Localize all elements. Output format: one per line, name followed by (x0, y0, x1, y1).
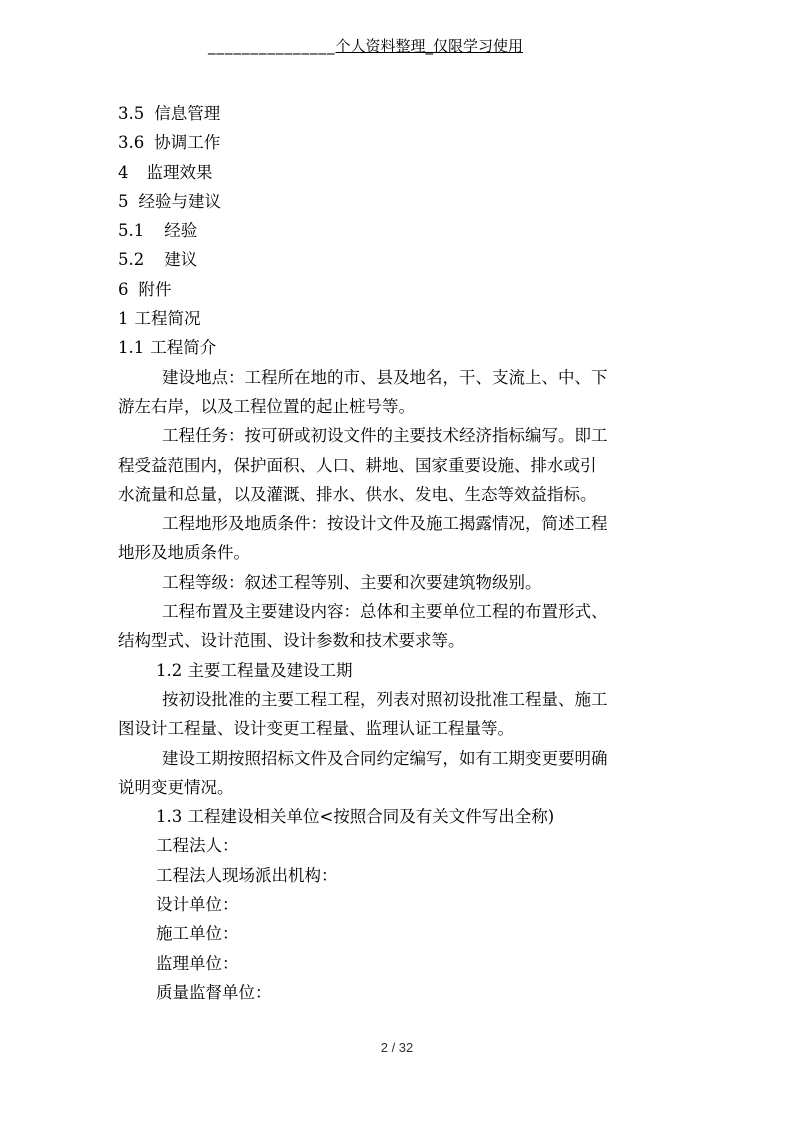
paragraph-line: 水流量和总量，以及灌溉、排水、供水、发电、生态等效益指标。 (118, 484, 597, 504)
header-rule: _______________ (208, 37, 336, 55)
paragraph-line: 图设计工程量、设计变更工程量、监理认证工程量等。 (118, 719, 514, 739)
page-header (208, 36, 588, 60)
paragraph-line: 结构型式、设计范围、设计参数和技术要求等。 (118, 631, 465, 651)
paragraph-line: 建设地点：工程所在地的市、县及地名，干、支流上、中、下 (162, 367, 608, 387)
outline-item: 3.5 信息管理 (118, 104, 221, 123)
section-heading: 1.2 主要工程量及建设工期 (156, 660, 353, 680)
page-number: 2 / 32 (380, 1040, 414, 1055)
section-heading: 1.3 工程建设相关单位<按照合同及有关文件写出全称) (156, 807, 555, 827)
outline-item: 5 经验与建议 (118, 191, 221, 211)
list-item: 监理单位： (156, 953, 239, 973)
outline-item: 3.6 协调工作 (118, 133, 221, 153)
section-heading: 1 工程简况 (118, 309, 201, 329)
paragraph-line: 工程任务：按可研或初设文件的主要技术经济指标编写。即工 (162, 426, 608, 446)
list-item: 工程法人现场派出机构： (156, 865, 338, 885)
paragraph-line: 工程地形及地质条件：按设计文件及施工揭露情况，简述工程 (162, 514, 608, 534)
paragraph-line: 游左右岸，以及工程位置的起止桩号等。 (118, 396, 415, 416)
outline-item: 4 监理效果 (118, 162, 213, 182)
paragraph-line: 程受益范围内，保护面积、人口、耕地、国家重要设施、排水或引 (118, 455, 597, 475)
list-item: 设计单位： (156, 895, 239, 915)
outline-item: 5.1 经验 (118, 221, 198, 241)
paragraph-line: 建设工期按照招标文件及合同约定编写，如有工期变更要明确 (162, 748, 608, 768)
document-body (118, 99, 678, 1007)
list-item: 工程法人： (156, 836, 239, 856)
list-item: 施工单位： (156, 924, 239, 944)
paragraph-line: 按初设批准的主要工程工程，列表对照初设批准工程量、施工 (162, 689, 608, 709)
header-text: 个人资料整理_仅限学习使用 (335, 37, 524, 55)
paragraph-line: 地形及地质条件。 (118, 543, 250, 563)
section-heading: 1.1 工程简介 (118, 338, 217, 358)
list-item: 质量监督单位： (156, 982, 272, 1002)
outline-item: 6 附件 (118, 279, 172, 299)
paragraph-line: 工程布置及主要建设内容：总体和主要单位工程的布置形式、 (162, 602, 608, 622)
outline-item: 5.2 建议 (118, 250, 198, 270)
paragraph-line: 说明变更情况。 (118, 777, 234, 797)
paragraph-line: 工程等级：叙述工程等别、主要和次要建筑物级别。 (162, 572, 542, 592)
